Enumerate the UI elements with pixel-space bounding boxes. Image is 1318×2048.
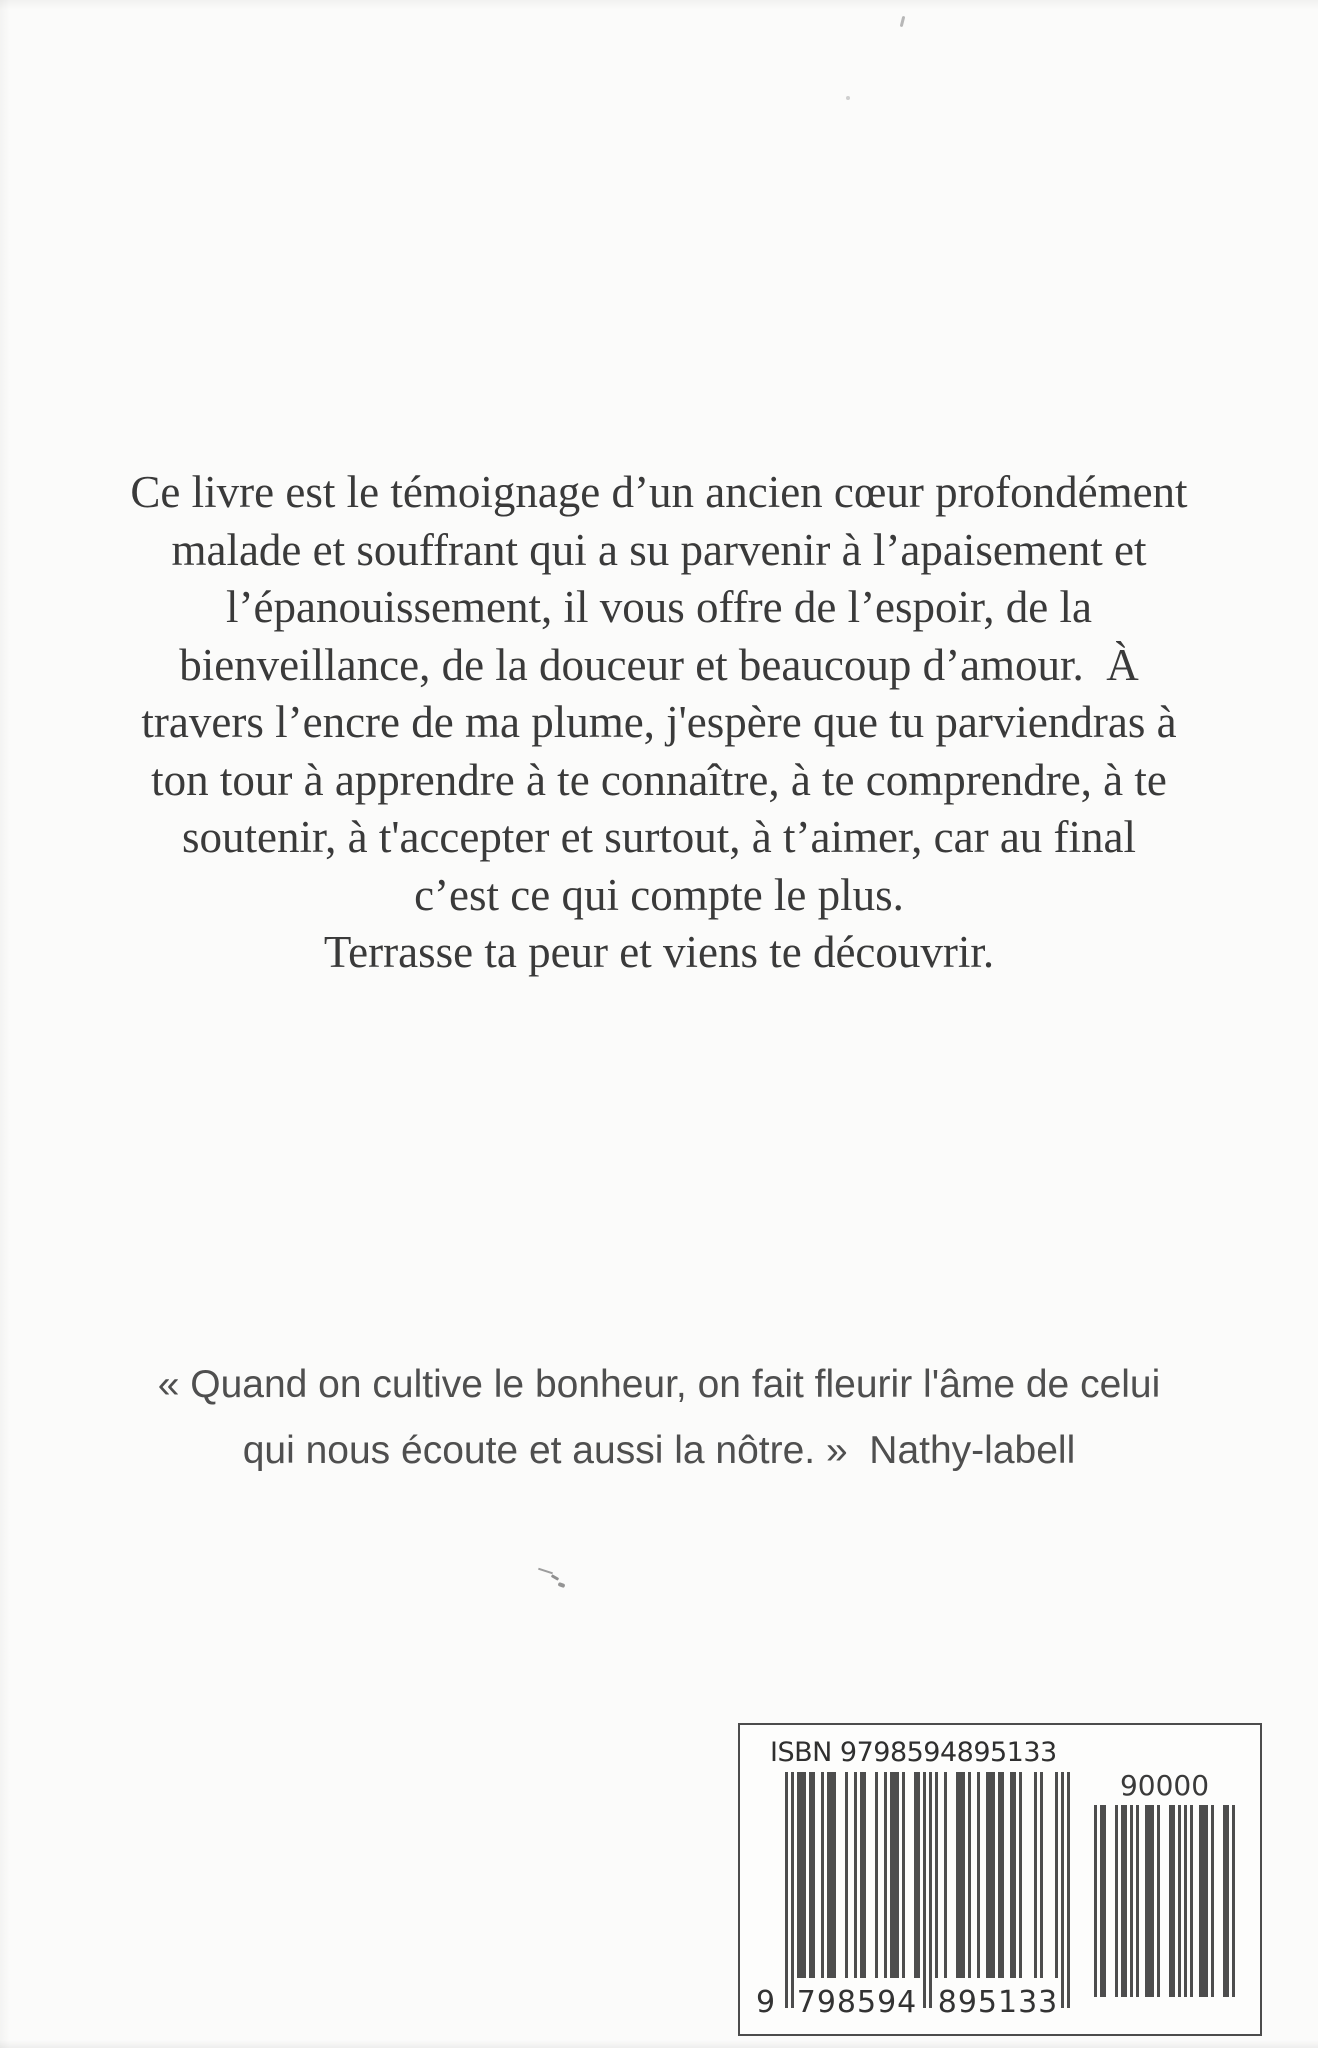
barcode-bar xyxy=(1172,1805,1175,1997)
barcode-bar xyxy=(1157,1805,1160,1997)
blurb-line: ton tour à apprendre à te connaître, à te comprendre, à te xyxy=(151,754,1167,805)
blurb-line: l’épanouissement, il vous offre de l’espoir, de la xyxy=(226,582,1092,632)
blurb-line: Terrasse ta peur et viens te découvrir. xyxy=(323,927,995,977)
barcode-bar xyxy=(785,1772,788,2008)
barcode-bar xyxy=(1211,1805,1214,1997)
ean5-supplement-barcode xyxy=(1094,1805,1235,1997)
barcode-bar xyxy=(821,1772,824,1978)
barcode-bar xyxy=(1151,1805,1154,1997)
barcode-bar xyxy=(1232,1805,1235,1997)
barcode-bar xyxy=(968,1772,971,1978)
barcode-bar xyxy=(1034,1772,1037,1978)
barcode-bar xyxy=(1190,1805,1193,1997)
quote-line: qui nous écoute et aussi la nôtre. » Nathy-labell xyxy=(242,1429,1076,1472)
barcode-bar xyxy=(917,1772,920,1978)
ean13-barcode xyxy=(785,1772,1070,2008)
scan-dot xyxy=(846,96,850,100)
barcode-bar xyxy=(1061,1772,1064,2008)
author-quote xyxy=(20,1352,1298,1484)
barcode-bar xyxy=(962,1772,965,1978)
barcode-bar xyxy=(863,1772,866,1978)
barcode-digit-group: 798594 xyxy=(796,1985,918,2020)
barcode-bar xyxy=(1055,1772,1058,1978)
barcode-bar xyxy=(1019,1772,1022,1978)
barcode-bar xyxy=(992,1772,995,1978)
barcode-bar xyxy=(923,1772,926,2008)
barcode-bar xyxy=(833,1772,836,1978)
blurb-line: malade et souffrant qui a su parvenir à l’apaisement et xyxy=(171,524,1147,575)
barcode-bar xyxy=(791,1772,794,2008)
quote-line: « Quand on cultive le bonheur, on fait fleurir l'âme de celui xyxy=(157,1363,1161,1406)
blurb-line: bienveillance, de la douceur et beaucoup d’amour. À xyxy=(179,639,1139,690)
barcode-bar xyxy=(1130,1805,1133,1997)
blurb-line: soutenir, à t'accepter et surtout, à t’aimer, car au final xyxy=(181,812,1137,862)
barcode-bar xyxy=(875,1772,878,1978)
scan-smudge xyxy=(538,1566,568,1594)
barcode-bar xyxy=(896,1772,899,1978)
barcode-bar xyxy=(854,1772,857,1978)
barcode-bar xyxy=(929,1772,932,2008)
barcode-bar xyxy=(812,1772,815,1978)
barcode-bar xyxy=(1094,1805,1097,1997)
barcode-bar xyxy=(1124,1805,1127,1997)
barcode-bar xyxy=(1205,1805,1208,1997)
isbn-number-label: ISBN 9798594895133 xyxy=(770,1737,1057,1768)
barcode-bar xyxy=(902,1772,905,1978)
barcode-digit-group: 895133 xyxy=(937,1985,1059,2020)
scan-speck xyxy=(900,16,906,27)
blurb-line: Ce livre est le témoignage d’un ancien cœur profondément xyxy=(130,467,1188,517)
scan-edge-left xyxy=(0,0,10,2048)
barcode-bar xyxy=(1226,1805,1229,1997)
barcode-bar xyxy=(935,1772,938,1978)
barcode-bar xyxy=(1115,1805,1118,1997)
barcode-bar xyxy=(884,1772,887,1978)
barcode-digit-prefix: 9 xyxy=(756,1985,776,2020)
barcode-bar xyxy=(1067,1772,1070,2008)
isbn-barcode-panel xyxy=(738,1723,1262,2036)
blurb-line: c’est ce qui compte le plus. xyxy=(414,869,904,920)
barcode-bar xyxy=(1040,1772,1043,1978)
barcode-bar xyxy=(944,1772,947,1978)
barcode-bar xyxy=(803,1772,806,1978)
blurb-line: travers l’encre de ma plume, j'espère que tu parviendras à xyxy=(141,697,1177,747)
scan-edge-bottom xyxy=(0,2040,1318,2048)
barcode-bar xyxy=(845,1772,848,1978)
barcode-bar xyxy=(977,1772,980,1978)
barcode-bar xyxy=(1178,1805,1181,1997)
scan-edge-top xyxy=(0,0,1318,10)
barcode-bar xyxy=(1001,1772,1004,1978)
back-cover-blurb xyxy=(20,464,1298,982)
barcode-bar xyxy=(1184,1805,1187,1997)
barcode-bar xyxy=(1136,1805,1139,1997)
barcode-bar xyxy=(1013,1772,1016,1978)
barcode-bar xyxy=(1103,1805,1106,1997)
price-code-label: 90000 xyxy=(1119,1769,1210,1802)
